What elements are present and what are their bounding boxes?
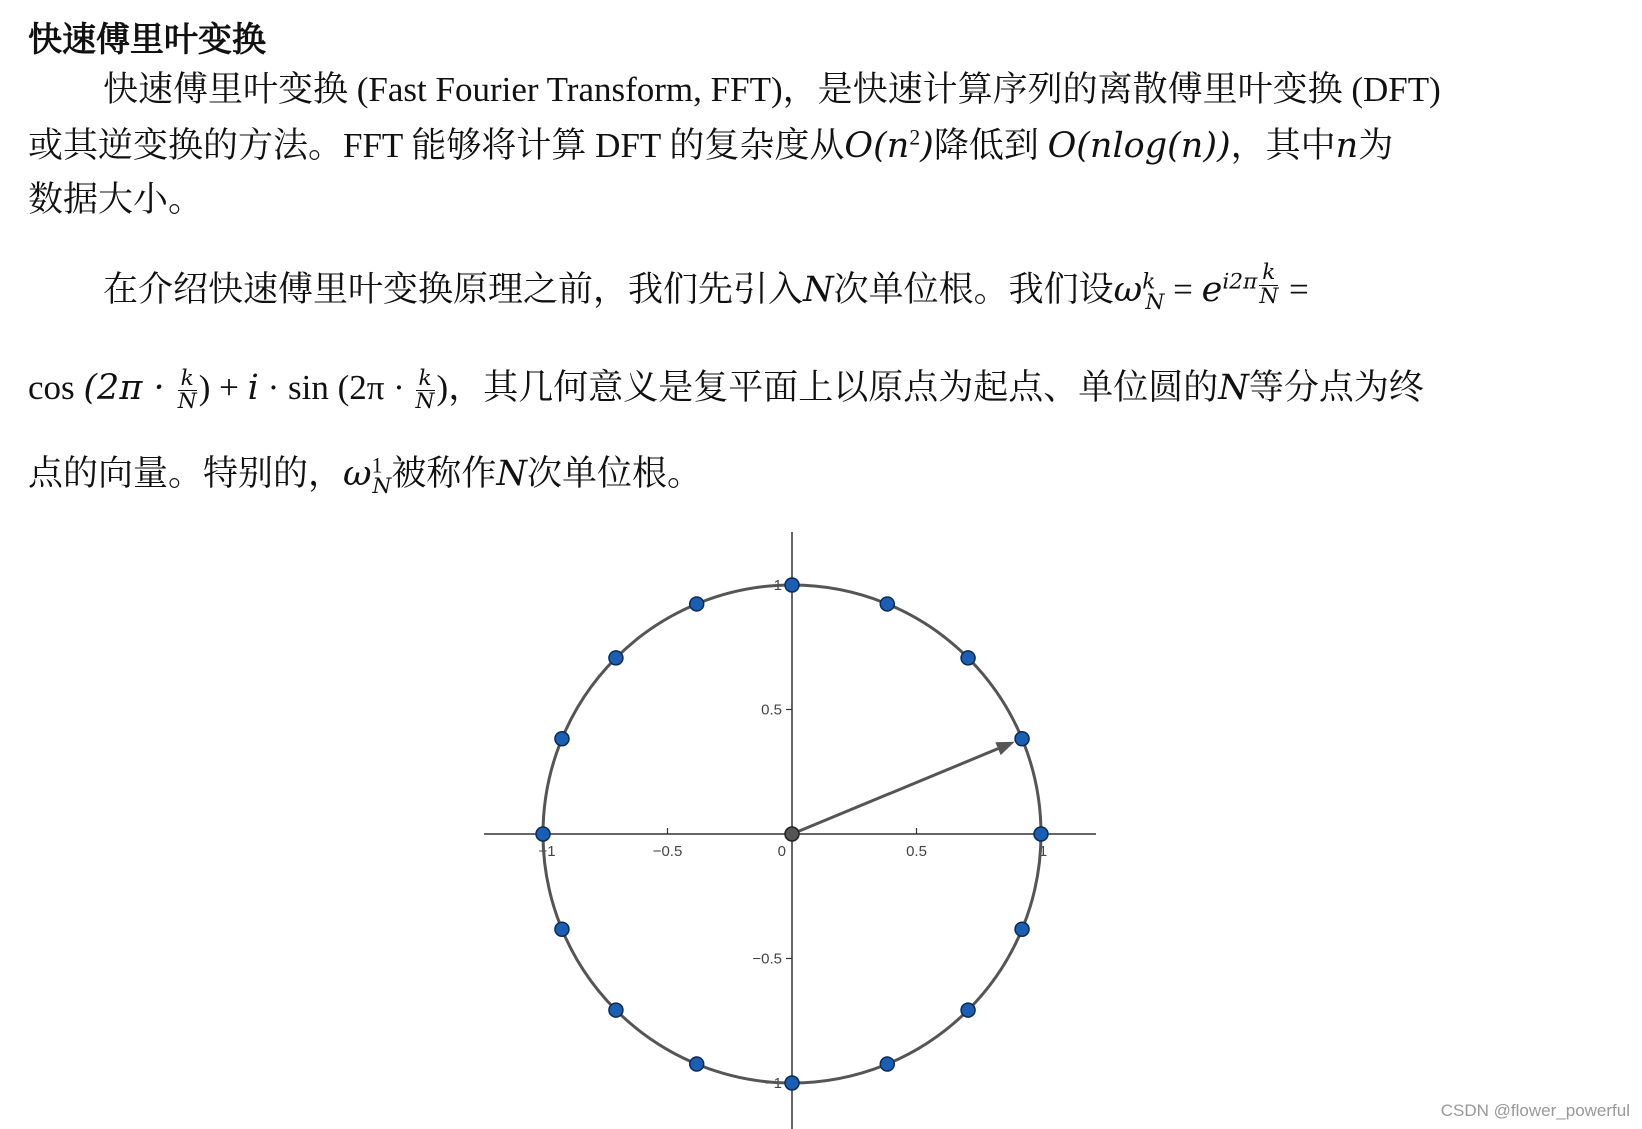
root-point-6	[609, 651, 623, 665]
section-heading: 快速傅里叶变换	[28, 20, 266, 60]
root-point-8	[536, 827, 550, 841]
origin-point	[785, 827, 799, 841]
root-point-15	[1015, 922, 1029, 936]
root-point-12	[785, 1076, 799, 1090]
paragraph-1-line-1: 快速傅里叶变换 (Fast Fourier Transform, FFT)，是快速计算序列的离散傅里叶变换 (DFT)	[103, 70, 1441, 109]
root-point-4	[785, 578, 799, 592]
paragraph-1-line-2: 或其逆变换的方法。FFT 能够将计算 DFT 的复杂度从$O(n^2)$降低到 O(nlog(n))，其中n为	[28, 125, 1394, 166]
y-tick-label-minus-one: −1	[764, 1075, 782, 1092]
root-point-7	[555, 732, 569, 746]
y-tick-label-one: 1	[773, 577, 782, 594]
root-point-11	[690, 1057, 704, 1071]
paragraph-2-line-1: 在介绍快速傅里叶变换原理之前，我们先引入N次单位根。我们设$\omega^k_N = e^{i2\pi}$ $\frac{k}{N}$ =	[103, 260, 1309, 315]
root-point-5	[690, 597, 704, 611]
root-point-1	[1015, 732, 1029, 746]
x-tick-label-half: 0.5	[906, 843, 927, 860]
complexity-nlogn: O(nlog(n))	[1047, 126, 1231, 166]
y-tick-label-minus-half: −0.5	[752, 950, 782, 968]
root-point-13	[880, 1057, 894, 1071]
x-tick-label-one: 1	[1038, 843, 1048, 860]
root-vector	[792, 749, 998, 834]
paragraph-2-line-3: 点的向量。特别的，$\omega^1_N$被称作N次单位根。	[28, 453, 703, 499]
origin-label: 0	[777, 843, 786, 860]
y-tick-label-half: 0.5	[761, 701, 782, 719]
watermark: CSDN @flower_powerful	[1440, 1101, 1630, 1120]
paragraph-1-line-3: 数据大小。	[28, 180, 204, 219]
paragraph-2-line-2: cos (2π · $\frac{k}{N}$ ) + i · sin (2π · $\frac{k}{N}$ )，其几何意义是复平面上以原点为起点、单位圆的N等分点为终	[28, 365, 1424, 415]
x-tick-label-minus-one: −1	[538, 843, 556, 860]
vector-arrowhead	[995, 742, 1014, 755]
root-point-2	[961, 651, 975, 665]
omega-symbol: ω	[1113, 270, 1143, 310]
root-point-3	[880, 597, 894, 611]
root-point-9	[555, 922, 569, 936]
x-tick-label-minus-half: −0.5	[652, 843, 683, 860]
root-point-0	[1034, 827, 1048, 841]
root-point-10	[609, 1003, 623, 1017]
root-point-14	[961, 1003, 975, 1017]
